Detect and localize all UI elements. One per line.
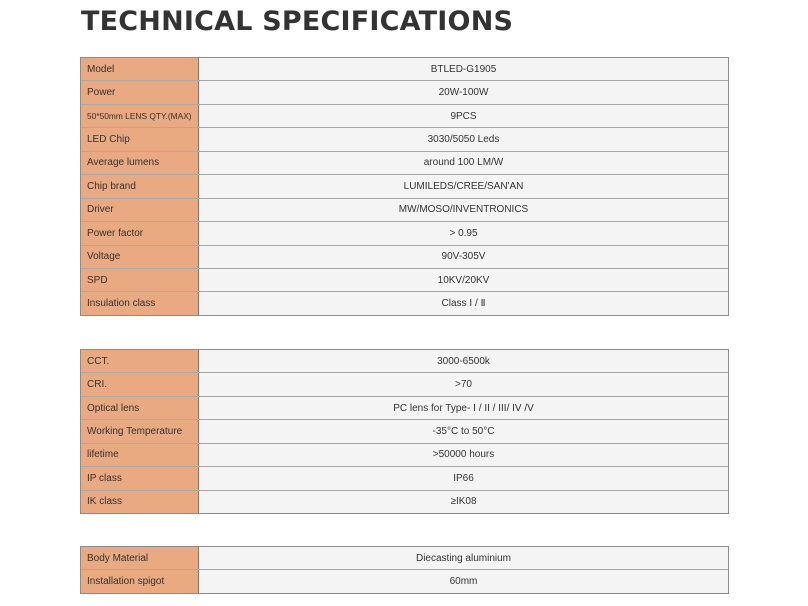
spec-value: Class Ⅰ / Ⅱ bbox=[199, 292, 728, 314]
spec-label: SPD bbox=[81, 269, 199, 291]
spec-label: Power factor bbox=[81, 222, 199, 244]
spec-value: MW/MOSO/INVENTRONICS bbox=[199, 199, 728, 221]
spec-label: Power bbox=[81, 81, 199, 103]
table-row bbox=[81, 547, 728, 570]
table-row bbox=[81, 246, 728, 269]
table-row bbox=[81, 222, 728, 245]
spec-value: ≥IK08 bbox=[199, 491, 728, 513]
spec-table-general bbox=[80, 57, 729, 316]
spec-label: Working Temperature bbox=[81, 420, 199, 442]
spec-value: PC lens for Type- Ⅰ / II / III/ IV /V bbox=[199, 397, 728, 419]
spec-value: 3000-6500k bbox=[199, 350, 728, 372]
table-row bbox=[81, 350, 728, 373]
table-row bbox=[81, 292, 728, 314]
spec-label: lifetime bbox=[81, 444, 199, 466]
table-row bbox=[81, 128, 728, 151]
spec-value: 90V-305V bbox=[199, 246, 728, 268]
spec-value: Diecasting aluminium bbox=[199, 547, 728, 569]
spec-value: around 100 LM/W bbox=[199, 152, 728, 174]
spec-label: Chip brand bbox=[81, 175, 199, 197]
spec-value: >70 bbox=[199, 373, 728, 395]
spec-value: 20W-100W bbox=[199, 81, 728, 103]
spec-label: CCT. bbox=[81, 350, 199, 372]
page-title: TECHNICAL SPECIFICATIONS bbox=[81, 6, 514, 37]
spec-value: LUMILEDS/CREE/SAN'AN bbox=[199, 175, 728, 197]
table-row bbox=[81, 199, 728, 222]
spec-label: LED Chip bbox=[81, 128, 199, 150]
table-row bbox=[81, 175, 728, 198]
spec-table-optical bbox=[80, 349, 729, 514]
spec-label: Average lumens bbox=[81, 152, 199, 174]
table-row bbox=[81, 152, 728, 175]
spec-value: > 0.95 bbox=[199, 222, 728, 244]
table-row bbox=[81, 81, 728, 104]
spec-value: 3030/5050 Leds bbox=[199, 128, 728, 150]
spec-label: IK class bbox=[81, 491, 199, 513]
table-row bbox=[81, 570, 728, 592]
table-row bbox=[81, 491, 728, 513]
spec-label: IP class bbox=[81, 467, 199, 489]
table-row bbox=[81, 105, 728, 128]
table-row bbox=[81, 420, 728, 443]
spec-value: 10KV/20KV bbox=[199, 269, 728, 291]
table-row bbox=[81, 467, 728, 490]
spec-label: Voltage bbox=[81, 246, 199, 268]
spec-label: Body Material bbox=[81, 547, 199, 569]
spec-value: IP66 bbox=[199, 467, 728, 489]
spec-value: 9PCS bbox=[199, 105, 728, 127]
spec-label: CRI. bbox=[81, 373, 199, 395]
table-row bbox=[81, 269, 728, 292]
spec-label: Driver bbox=[81, 199, 199, 221]
table-row bbox=[81, 58, 728, 81]
spec-label: Optical lens bbox=[81, 397, 199, 419]
spec-value: >50000 hours bbox=[199, 444, 728, 466]
spec-value: -35°C to 50°C bbox=[199, 420, 728, 442]
table-row bbox=[81, 373, 728, 396]
spec-value: BTLED-G1905 bbox=[199, 58, 728, 80]
spec-label: Insulation class bbox=[81, 292, 199, 314]
spec-label: Model bbox=[81, 58, 199, 80]
table-row bbox=[81, 444, 728, 467]
spec-value: 60mm bbox=[199, 570, 728, 592]
spec-label: 50*50mm LENS QTY.(MAX) bbox=[81, 105, 199, 127]
spec-table-mechanical bbox=[80, 546, 729, 594]
spec-label: Installation spigot bbox=[81, 570, 199, 592]
table-row bbox=[81, 397, 728, 420]
